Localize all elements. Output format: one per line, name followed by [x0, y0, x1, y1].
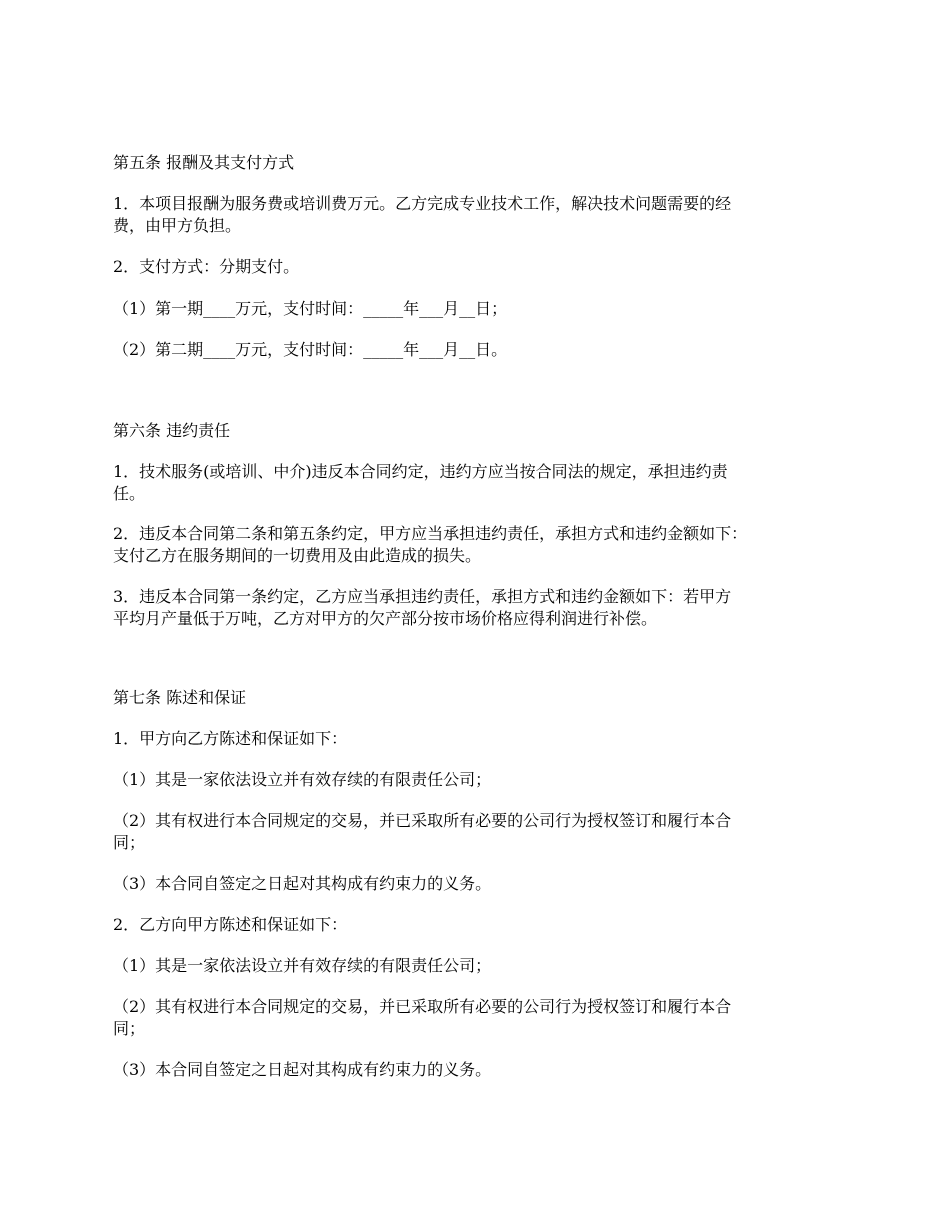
section-5-paragraph-1-line-2: 费，由甲方负担。	[113, 216, 242, 235]
section-5-paragraph-2: 2．支付方式：分期支付。	[113, 257, 300, 276]
section-7-party-b-item-3: （3）本合同自签定之日起对其构成有约束力的义务。	[113, 1060, 492, 1079]
section-7-party-b-title: 2．乙方向甲方陈述和保证如下：	[113, 915, 348, 934]
section-6-paragraph-2-line-1: 2．违反本合同第二条和第五条约定，甲方应当承担违约责任，承担方式和违约金额如下：	[113, 524, 748, 543]
section-6-paragraph-3-line-1: 3．违反本合同第一条约定，乙方应当承担违约责任，承担方式和违约金额如下：若甲方	[113, 587, 732, 606]
section-6-paragraph-2-line-2: 支付乙方在服务期间的一切费用及由此造成的损失。	[113, 546, 482, 565]
section-7-party-a-item-2-line-1: （2）其有权进行本合同规定的交易，并已采取所有必要的公司行为授权签订和履行本合	[113, 811, 732, 830]
section-7-party-a-item-1: （1）其是一家依法设立并有效存续的有限责任公司；	[113, 770, 492, 789]
section-5-paragraph-1-line-1: 1．本项目报酬为服务费或培训费万元。乙方完成专业技术工作，解决技术问题需要的经	[113, 194, 732, 213]
section-6-paragraph-3-line-2: 平均月产量低于万吨，乙方对甲方的欠产部分按市场价格应得利润进行补偿。	[113, 609, 658, 628]
section-7-party-b-item-2-line-1: （2）其有权进行本合同规定的交易，并已采取所有必要的公司行为授权签订和履行本合	[113, 997, 732, 1016]
section-7-party-a-title: 1．甲方向乙方陈述和保证如下：	[113, 729, 348, 748]
section-5-payment-1: （1）第一期____万元，支付时间：_____年___月__日；	[113, 299, 508, 318]
section-6-heading: 第六条 违约责任	[113, 421, 231, 440]
section-7-heading: 第七条 陈述和保证	[113, 688, 247, 707]
section-7-party-a-item-3: （3）本合同自签定之日起对其构成有约束力的义务。	[113, 874, 492, 893]
section-6-paragraph-1-line-1: 1．技术服务(或培训、中介)违反本合同约定，违约方应当按合同法的规定，承担违约责	[113, 462, 728, 481]
section-7-party-b-item-1: （1）其是一家依法设立并有效存续的有限责任公司；	[113, 956, 492, 975]
section-5-payment-2: （2）第二期____万元，支付时间：_____年___月__日。	[113, 340, 508, 359]
section-7-party-a-item-2-line-2: 同；	[113, 833, 146, 852]
section-5-heading: 第五条 报酬及其支付方式	[113, 153, 295, 172]
section-6-paragraph-1-line-2: 任。	[113, 484, 146, 503]
section-7-party-b-item-2-line-2: 同；	[113, 1019, 146, 1038]
